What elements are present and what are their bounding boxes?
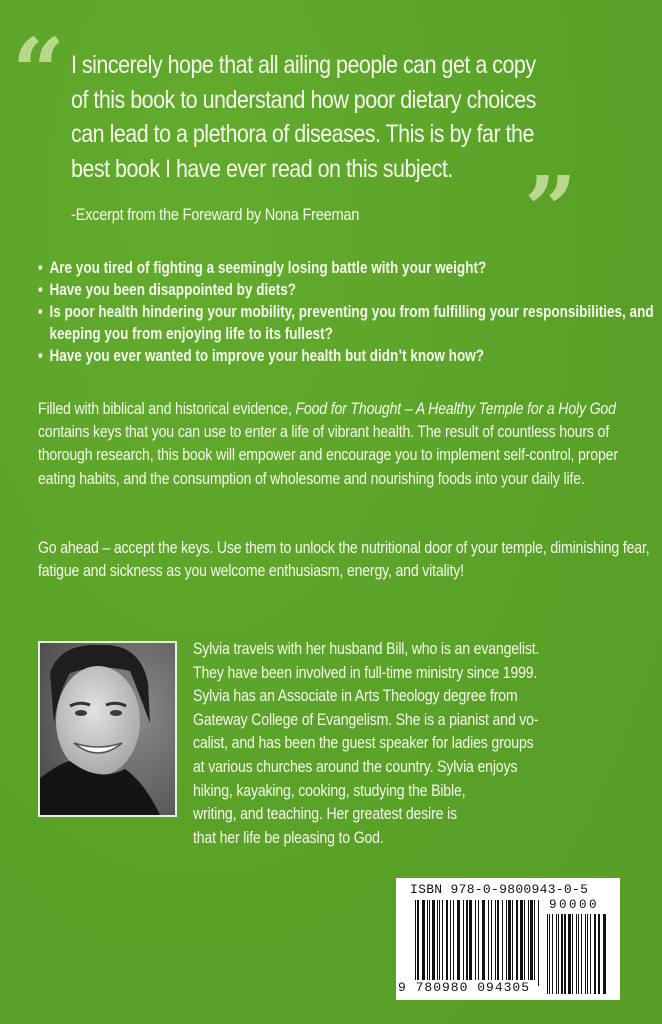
description-text: Filled with biblical and historical evidence, (38, 399, 296, 418)
price-code: 90000 (549, 898, 600, 912)
question-item: • Have you ever wanted to improve your health but didn’t know how? (38, 345, 661, 367)
barcode-bar (528, 900, 529, 980)
quote-attribution: -Excerpt from the Foreward by Nona Freeman (71, 205, 360, 224)
isbn-barcode (396, 878, 620, 1000)
barcode-bar (497, 900, 499, 980)
barcode-bar (439, 900, 440, 980)
barcode-bar (564, 914, 566, 994)
barcode-bar (482, 900, 485, 980)
barcode-bar (478, 900, 479, 980)
barcode-bar (547, 914, 548, 994)
quote-line: can lead to a plethora of diseases. This is by far the (71, 120, 534, 148)
barcode-bar (576, 914, 577, 994)
testimonial-quote (0, 0, 662, 264)
barcode-bar (558, 914, 559, 994)
quote-line: of this book to understand how poor dietary choices (71, 85, 536, 114)
barcode-bar (475, 900, 476, 980)
barcode-bar (488, 900, 489, 980)
barcode-bar (437, 900, 438, 980)
barcode-bar (552, 914, 553, 994)
barcode-bar (429, 900, 430, 980)
bio-line: at various churches around the country. Sylvia enjoys (193, 756, 518, 776)
bio-line: writing, and teaching. Her greatest desire is (193, 804, 457, 824)
bio-line: Sylvia travels with her husband Bill, who is an evangelist. (193, 639, 540, 658)
barcode-bar (508, 900, 511, 980)
barcode-bar (587, 914, 588, 994)
author-portrait-image (40, 643, 175, 815)
bio-line: Sylvia has an Associate in Arts Theology degree from (193, 686, 518, 706)
barcode-bar (512, 900, 513, 980)
barcode-bar (422, 900, 425, 980)
barcode-bar (427, 900, 428, 980)
barcode-bar (446, 900, 448, 980)
isbn-label: ISBN 978-0-9800943-0-5 (410, 882, 589, 897)
barcode-bar (594, 914, 596, 994)
bio-line: calist, and has been the guest speaker for ladies groups (193, 733, 534, 753)
author-photo (38, 641, 177, 817)
barcode-bar (450, 900, 451, 980)
barcode-bar (585, 914, 586, 994)
quote-line: best book I have ever read on this subject. (71, 154, 453, 183)
barcode-bar (417, 900, 419, 986)
barcode-bar (491, 900, 492, 980)
close-quote-mark-icon: ” (524, 156, 571, 264)
author-bio (193, 637, 658, 849)
quote-line: I sincerely hope that all ailing people can get a copy (71, 51, 536, 79)
barcode-bar (469, 900, 472, 986)
question-list (38, 257, 661, 367)
barcode-bar (466, 900, 468, 986)
description-text: contains keys that you can use to enter a life of vibrant health. The result of countless hours of thorough research, this book will empower and encourage you to implement self-control, proper eating habits, and the consumption of wholesome and nourishing foods into your daily life. (38, 422, 618, 488)
barcode-bar (561, 914, 563, 994)
barcode-bar (590, 914, 591, 994)
barcode-bar (538, 900, 539, 986)
barcode-bar (603, 914, 606, 994)
barcode-bar (556, 914, 557, 994)
barcode-bar (572, 914, 573, 994)
barcode-bar (495, 900, 496, 980)
barcode-bar (432, 900, 435, 980)
barcode-bar (502, 900, 503, 980)
description-paragraph-1 (38, 397, 656, 490)
barcode-bar (549, 914, 550, 994)
barcode-bar (568, 914, 571, 994)
bio-line: hiking, kayaking, cooking, studying the Bible, (193, 780, 466, 800)
book-title: Food for Thought – A Healthy Temple for a Holy God (295, 399, 616, 418)
barcode-bar (578, 914, 579, 994)
barcode-digits: 9 780980 094305 (398, 980, 531, 995)
question-item: • Are you tired of fighting a seemingly losing battle with your weight? (38, 257, 661, 279)
barcode-bar (581, 914, 582, 994)
open-quote-mark-icon: “ (12, 18, 59, 126)
question-item: • Is poor health hindering your mobility, preventing you from fulfilling your responsibilities, and keeping you from enjoying life to its fullest? (38, 301, 661, 345)
bio-line: They have been involved in full-time ministry since 1999. (193, 662, 538, 682)
bio-line: that her life be pleasing to God. (193, 827, 384, 847)
barcode-bar (524, 900, 525, 980)
barcode-bars-icon (414, 900, 542, 986)
barcode-bar (506, 900, 507, 980)
barcode-bar (442, 900, 443, 980)
barcode-bar (534, 900, 535, 980)
barcode-bar (453, 900, 454, 980)
bio-line: Gateway College of Evangelism. She is a pianist and vo- (193, 709, 539, 729)
barcode-bar (463, 900, 464, 980)
barcode-addon-bars-icon (546, 914, 608, 994)
description-paragraph-2: Go ahead – accept the keys. Use them to unlock the nutritional door of your temple, diminishing fear, fatigue and sickness as you welcome enthusiasm, energy, and vitality! (38, 538, 650, 581)
barcode-bar (598, 914, 600, 994)
barcode-bar (415, 900, 416, 986)
barcode-bar (520, 900, 523, 980)
barcode-bar (457, 900, 460, 980)
barcode-bar (530, 900, 533, 980)
barcode-bar (516, 900, 518, 980)
question-item: • Have you been disappointed by diets? (38, 279, 661, 301)
